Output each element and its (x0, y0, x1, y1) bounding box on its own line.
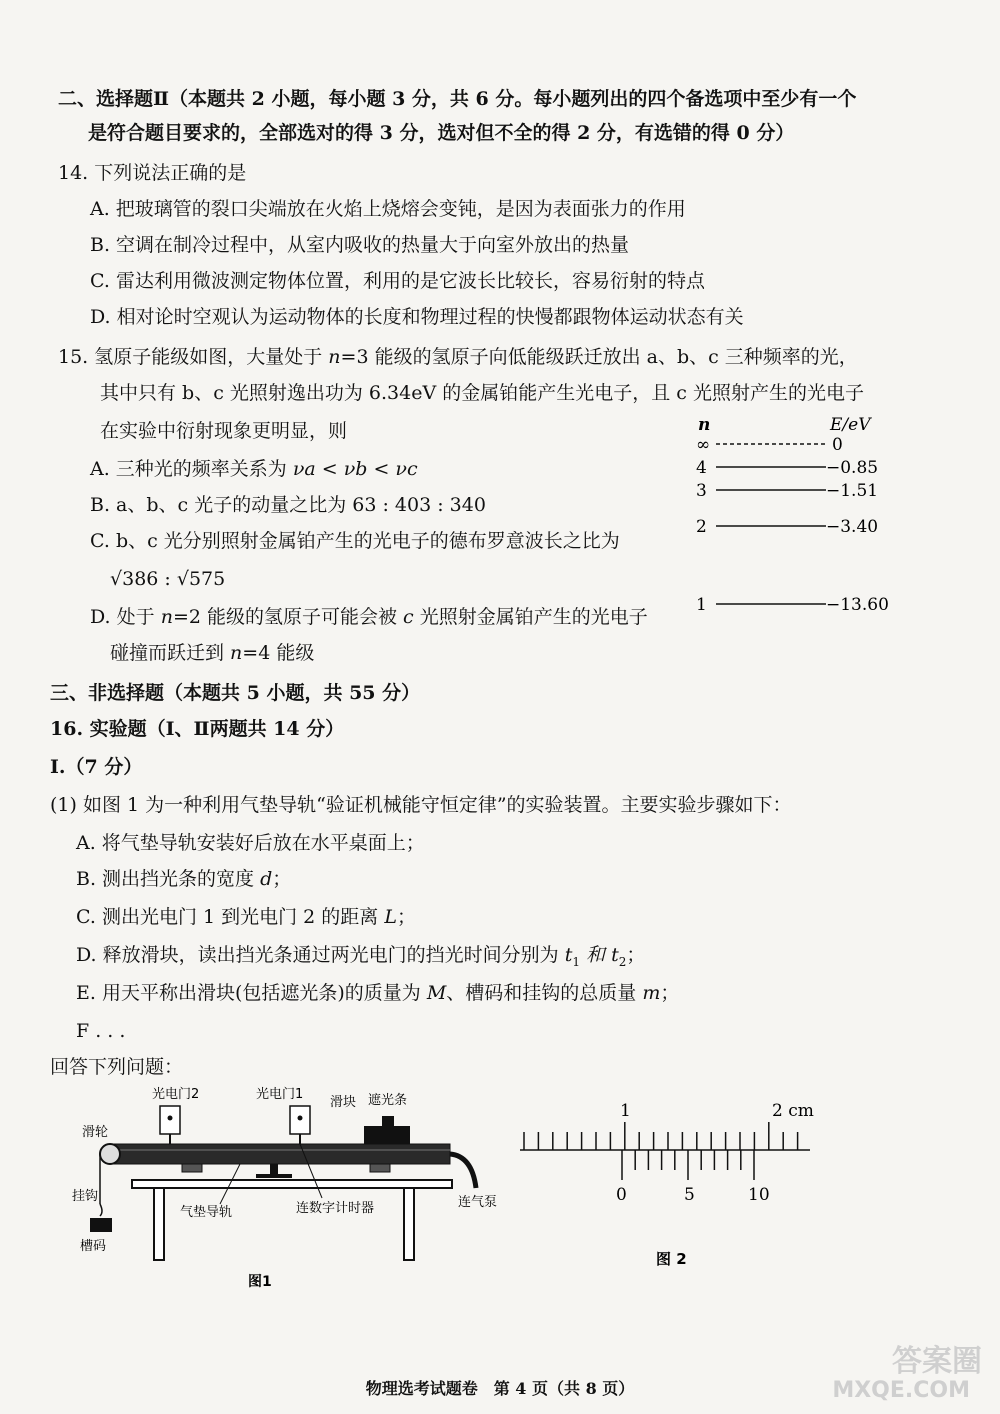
q16-header: 16. 实验题（Ⅰ、Ⅱ两题共 14 分） (50, 718, 345, 740)
level-1-e: −13.60 (826, 595, 889, 615)
hook (100, 1204, 102, 1216)
level-inf-n: ∞ (696, 435, 711, 455)
step-a: A. 将气垫导轨安装好后放在水平桌面上； (76, 832, 425, 854)
q15-option-c-line2: √386 : √575 (110, 568, 226, 590)
fig1-track-label: 气垫导轨 (180, 1205, 233, 1220)
q15-d2-a: 碰撞而跃迁到 (110, 642, 231, 664)
fig1-hook-label: 挂钩 (72, 1189, 99, 1204)
fig2-caption: 图 2 (656, 1250, 687, 1268)
step-f: F . . . (76, 1020, 126, 1042)
watermark-logo: 答案圈 (892, 1344, 982, 1379)
page-footer: 物理选考试题卷 第 4 页（共 8 页） (365, 1379, 635, 1398)
step-d-t1: t (564, 944, 573, 966)
q14-option-d: D. 相对论时空观认为运动物体的长度和物理过程的快慢都跟物体运动状态有关 (90, 306, 744, 328)
watermark-site: MXQE.COM (832, 1378, 970, 1403)
fig1-slider-label: 滑块 (330, 1095, 357, 1110)
q15-d-a: D. 处于 (90, 606, 161, 628)
step-c (76, 904, 416, 930)
step-e (76, 980, 679, 1006)
level-2-e: −3.40 (826, 517, 879, 537)
step-c-var: L (384, 906, 397, 928)
q15-option-a-expr: νa < νb < νc (292, 458, 418, 480)
q15-d2-b: =4 能级 (242, 642, 315, 664)
main-scale-label-2: 2 cm (772, 1101, 814, 1121)
q15-option-a-prefix: A. 三种光的频率关系为 (90, 458, 293, 480)
fig1-gate1-label: 光电门1 (256, 1087, 304, 1102)
vernier-scale-ticks (622, 1150, 754, 1180)
energy-e-header: E/eV (830, 415, 871, 435)
q15-d-n: n (160, 606, 173, 628)
part1-header: Ⅰ.（7 分） (50, 756, 143, 778)
vernier-label-5: 5 (684, 1185, 695, 1205)
fig1-timer-label: 连数字计时器 (296, 1201, 375, 1216)
step-e-M: M (426, 982, 447, 1004)
step-c-a: C. 测出光电门 1 到光电门 2 的距离 (76, 906, 385, 928)
level-inf-e: 0 (832, 435, 843, 455)
step-b-a: B. 测出挡光条的宽度 (76, 868, 261, 890)
fig1-shade-label: 遮光条 (368, 1093, 408, 1108)
vernier-label-10: 10 (748, 1185, 770, 1205)
energy-n-header: n (698, 415, 711, 435)
table-leg-right (404, 1188, 414, 1260)
level-1-n: 1 (696, 595, 707, 615)
step-e-c: ； (660, 982, 680, 1004)
step-e-m: m (642, 982, 661, 1004)
vernier-label-0: 0 (616, 1185, 627, 1205)
fig1-weight-label: 槽码 (80, 1239, 107, 1254)
fig1-caption: 图1 (248, 1274, 272, 1290)
q15-line1 (58, 344, 858, 370)
table-leg-left (154, 1188, 164, 1260)
photogate-1-sensor (298, 1116, 303, 1121)
q15-option-a (90, 456, 418, 482)
step-d-a: D. 释放滑块，读出挡光条通过两光电门的挡光时间分别为 (76, 944, 565, 966)
q15-option-d-line2 (110, 640, 314, 666)
q14-option-a: A. 把玻璃管的裂口尖端放在火焰上烧熔会变钝，是因为表面张力的作用 (90, 198, 686, 220)
q14-stem: 14. 下列说法正确的是 (58, 162, 247, 184)
step-b-var: d (260, 868, 273, 890)
level-2-n: 2 (696, 517, 707, 537)
level-3-e: −1.51 (826, 481, 879, 501)
figure-2-vernier (510, 1090, 830, 1280)
q15-option-d-line1 (90, 604, 648, 630)
figure-1-air-track (60, 1082, 510, 1292)
fig1-pump-label: 连气泵 (458, 1195, 498, 1210)
step-b-b: ； (272, 868, 292, 890)
step-d (76, 942, 645, 975)
q14-option-b: B. 空调在制冷过程中，从室内吸收的热量大于向室外放出的热量 (90, 234, 630, 256)
q15-line1-b: =3 能级的氢原子向低能级跃迁放出 a、b、c 三种频率的光， (340, 346, 858, 368)
q15-d-c: c (403, 606, 414, 628)
section2-header-line1: 二、选择题Ⅱ（本题共 2 小题，每小题 3 分，共 6 分。每小题列出的四个备选项中至少有一个 (58, 88, 857, 110)
air-track (110, 1144, 450, 1164)
step-d-and: 和 (579, 944, 612, 966)
step-d-s2: 2 (618, 954, 627, 969)
main-scale-label-1: 1 (620, 1101, 631, 1121)
q15-d-b: =2 能级的氢原子可能会被 (172, 606, 404, 628)
answer-prompt: 回答下列问题： (50, 1056, 184, 1078)
photogate-2-sensor (168, 1116, 173, 1121)
q15-line1-n: n (328, 346, 341, 368)
step-c-b: ； (396, 906, 416, 928)
q15-line3: 在实验中衍射现象更明显，则 (100, 420, 348, 442)
section3-header: 三、非选择题（本题共 5 小题，共 55 分） (50, 682, 421, 704)
step-b (76, 866, 291, 892)
main-scale-ticks (524, 1122, 798, 1150)
energy-level-diagram (690, 410, 900, 620)
q14-option-c: C. 雷达利用微波测定物体位置，利用的是它波长比较长，容易衍射的特点 (90, 270, 705, 292)
q15-d2-n: n (230, 642, 243, 664)
q15-line2: 其中只有 b、c 光照射逸出功为 6.34eV 的金属铂能产生光电子，且 c 光照射产生的光电子 (100, 382, 864, 404)
q15-option-c-line1: C. b、c 光分别照射金属铂产生的光电子的德布罗意波长之比为 (90, 530, 620, 552)
section2-header-line2: 是符合题目要求的，全部选对的得 3 分，选对但不全的得 2 分，有选错的得 0 分） (88, 122, 795, 144)
shade-strip (382, 1116, 394, 1128)
pulley (100, 1144, 120, 1164)
q15-d-d: 光照射金属铂产生的光电子 (413, 606, 648, 628)
step-d-t2: t (611, 944, 619, 966)
pump-hose (450, 1154, 476, 1188)
step-d-s1: 1 (572, 954, 580, 969)
track-foot-right (370, 1164, 390, 1172)
q16-p1: (1) 如图 1 为一种利用气垫导轨“验证机械能守恒定律”的实验装置。主要实验步骤如下： (50, 794, 792, 816)
step-e-b: 、槽码和挂钩的总质量 (446, 982, 643, 1004)
q15-option-b: B. a、b、c 光子的动量之比为 63 : 403 : 340 (90, 494, 486, 516)
q15-line1-a: 15. 氢原子能级如图，大量处于 (58, 346, 329, 368)
level-3-n: 3 (696, 481, 707, 501)
table-top (132, 1180, 452, 1188)
step-d-b: ； (626, 944, 646, 966)
step-e-a: E. 用天平称出滑块(包括遮光条)的质量为 (76, 982, 427, 1004)
track-foot-center-base (256, 1174, 292, 1178)
track-foot-left (182, 1164, 202, 1172)
level-4-n: 4 (696, 458, 707, 478)
fig1-gate2-label: 光电门2 (152, 1087, 200, 1102)
level-4-e: −0.85 (826, 458, 879, 478)
weight-block (90, 1218, 112, 1232)
fig1-pulley-label: 滑轮 (82, 1125, 109, 1140)
